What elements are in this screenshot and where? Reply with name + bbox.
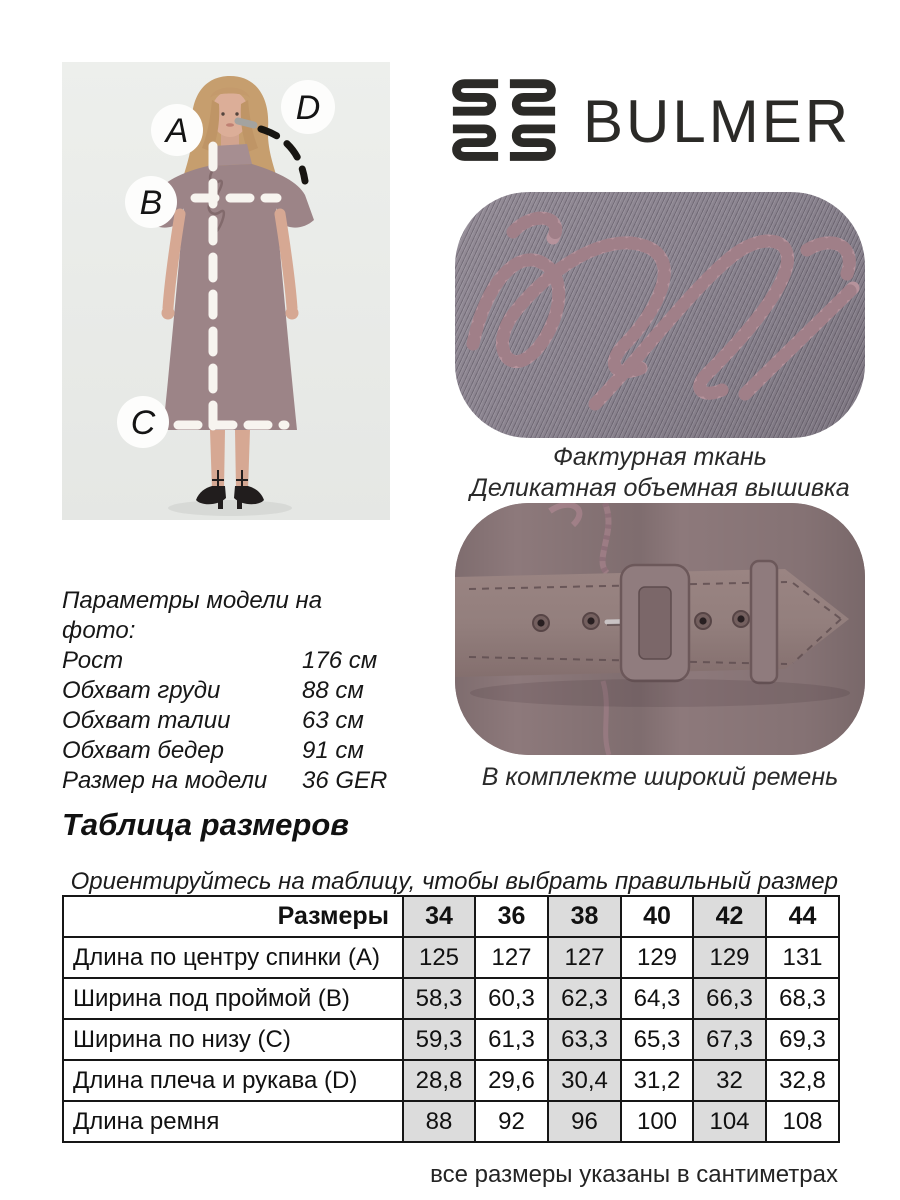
size-col-34: 34 bbox=[403, 896, 475, 937]
brand-wordmark: BULMER bbox=[583, 88, 852, 155]
size-col-38: 38 bbox=[548, 896, 621, 937]
table-row bbox=[63, 1101, 839, 1142]
units-footnote: все размеры указаны в сантиметрах bbox=[430, 1161, 838, 1188]
param-label: Обхват груди bbox=[62, 677, 221, 704]
param-value: 63 см bbox=[302, 707, 364, 734]
param-value: 88 см bbox=[302, 677, 364, 704]
fabric-caption bbox=[440, 442, 880, 504]
cell: 32 bbox=[693, 1060, 766, 1101]
param-row bbox=[62, 706, 398, 736]
cell: 92 bbox=[475, 1101, 548, 1142]
size-col-42: 42 bbox=[693, 896, 766, 937]
label-d: D bbox=[295, 89, 321, 127]
cell: 29,6 bbox=[475, 1060, 548, 1101]
cell: 62,3 bbox=[548, 978, 621, 1019]
cell: 65,3 bbox=[621, 1019, 693, 1060]
cell: 68,3 bbox=[766, 978, 839, 1019]
table-row bbox=[63, 937, 839, 978]
cell: 129 bbox=[693, 937, 766, 978]
cell: 67,3 bbox=[693, 1019, 766, 1060]
table-row bbox=[63, 1060, 839, 1101]
cell: 88 bbox=[403, 1101, 475, 1142]
cell: 69,3 bbox=[766, 1019, 839, 1060]
param-label: Обхват бедер bbox=[62, 737, 224, 764]
model-measurement-illustration bbox=[62, 62, 390, 520]
params-title: Параметры модели на фото: bbox=[62, 587, 323, 644]
cell: 66,3 bbox=[693, 978, 766, 1019]
cell: 96 bbox=[548, 1101, 621, 1142]
param-value: 176 см bbox=[302, 647, 378, 674]
param-label: Размер на модели bbox=[62, 767, 268, 794]
size-col-36: 36 bbox=[475, 896, 548, 937]
size-col-44: 44 bbox=[766, 896, 839, 937]
row-label: Длина плеча и рукава (D) bbox=[63, 1060, 403, 1101]
cell: 100 bbox=[621, 1101, 693, 1142]
cell: 104 bbox=[693, 1101, 766, 1142]
row-label: Ширина под проймой (B) bbox=[63, 978, 403, 1019]
label-a: A bbox=[165, 112, 189, 150]
param-label: Обхват талии bbox=[62, 707, 231, 734]
model-photo bbox=[62, 62, 390, 520]
param-value: 91 см bbox=[302, 737, 364, 764]
cell: 129 bbox=[621, 937, 693, 978]
row-label: Длина ремня bbox=[63, 1101, 403, 1142]
fabric-caption-line2: Деликатная объемная вышивка bbox=[470, 474, 850, 502]
param-row bbox=[62, 676, 398, 706]
label-b: B bbox=[139, 184, 163, 222]
size-col-40: 40 bbox=[621, 896, 693, 937]
cell: 64,3 bbox=[621, 978, 693, 1019]
cell: 31,2 bbox=[621, 1060, 693, 1101]
brand-header bbox=[447, 74, 851, 170]
cell: 30,4 bbox=[548, 1060, 621, 1101]
row-label: Ширина по низу (C) bbox=[63, 1019, 403, 1060]
bulmer-monogram-icon bbox=[447, 74, 561, 170]
cell: 131 bbox=[766, 937, 839, 978]
row-label: Длина по центру спинки (A) bbox=[63, 937, 403, 978]
cell: 28,8 bbox=[403, 1060, 475, 1101]
cell: 127 bbox=[475, 937, 548, 978]
param-row bbox=[62, 736, 398, 766]
belt-photo bbox=[455, 503, 865, 755]
table-row bbox=[63, 978, 839, 1019]
model-parameters bbox=[62, 586, 398, 796]
size-table bbox=[62, 895, 840, 1143]
cell: 32,8 bbox=[766, 1060, 839, 1101]
cell: 127 bbox=[548, 937, 621, 978]
cell: 63,3 bbox=[548, 1019, 621, 1060]
param-row bbox=[62, 766, 398, 796]
cell: 108 bbox=[766, 1101, 839, 1142]
table-row bbox=[63, 1019, 839, 1060]
size-section-title: Таблица размеров bbox=[62, 807, 350, 842]
cell: 61,3 bbox=[475, 1019, 548, 1060]
header-sizes: Размеры bbox=[63, 896, 403, 937]
param-row bbox=[62, 646, 398, 676]
fabric-texture-photo bbox=[455, 192, 865, 438]
cell: 59,3 bbox=[403, 1019, 475, 1060]
belt-caption: В комплекте широкий ремень bbox=[481, 763, 839, 791]
cell: 60,3 bbox=[475, 978, 548, 1019]
fabric-caption-line1: Фактурная ткань bbox=[553, 443, 767, 471]
size-note: Ориентируйтесь на таблицу, чтобы выбрать правильный размер bbox=[70, 868, 838, 895]
table-header-row bbox=[63, 896, 839, 937]
cell: 58,3 bbox=[403, 978, 475, 1019]
cell: 125 bbox=[403, 937, 475, 978]
label-c: C bbox=[130, 404, 156, 442]
param-value: 36 GER bbox=[302, 767, 388, 794]
param-label: Рост bbox=[62, 647, 124, 674]
